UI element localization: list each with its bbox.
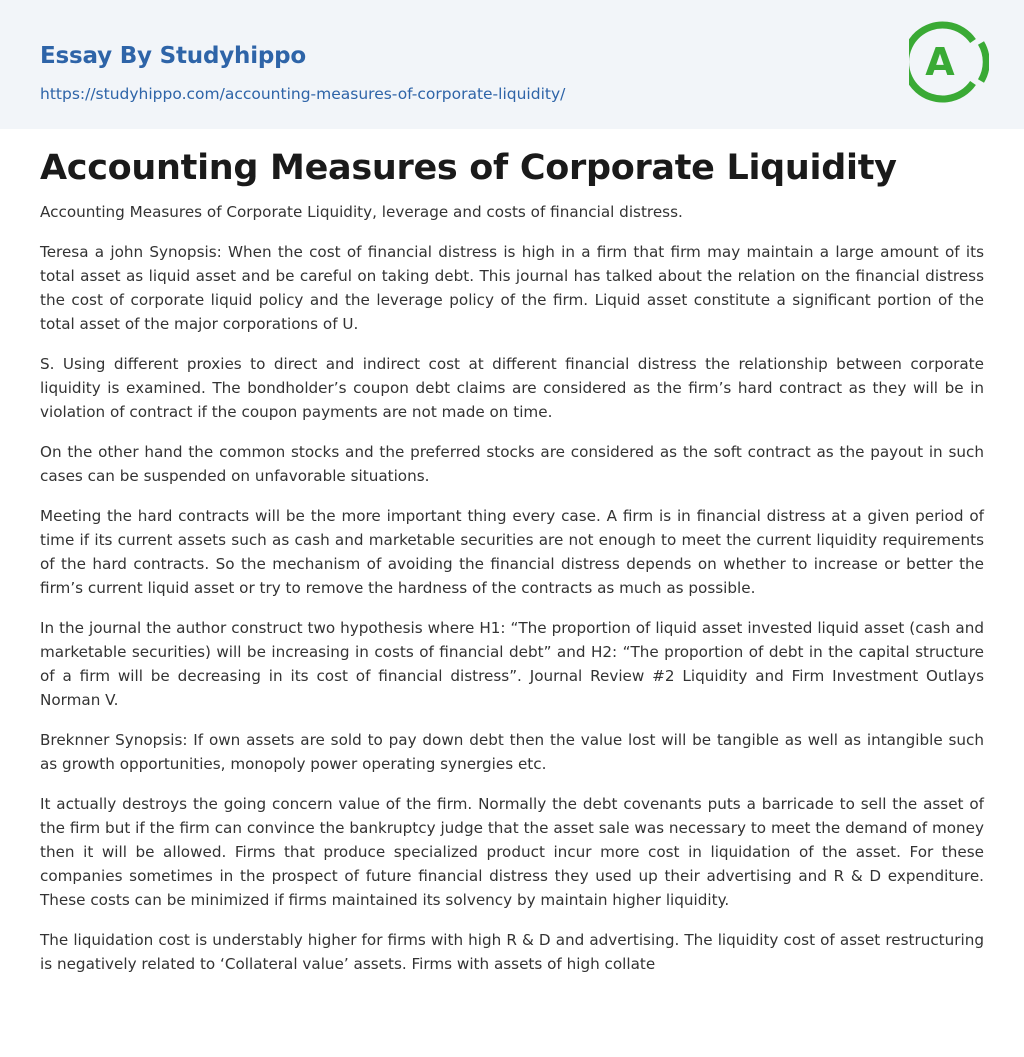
page-title: Accounting Measures of Corporate Liquidity bbox=[40, 148, 897, 188]
paragraph: S. Using different proxies to direct and indirect cost at different financial distress the relationship between corporate liquidity is examined. The bondholder’s coupon debt claims are considered as the firm’s hard contract as they will be in violation of contract if the coupon payments are not made on time. bbox=[40, 355, 984, 421]
paragraph: Breknner Synopsis: If own assets are sold to pay down debt then the value lost will be tangible as well as intangible such as growth opportunities, monopoly power operating synergies etc. bbox=[40, 731, 984, 773]
logo-letter: A bbox=[925, 40, 955, 84]
paragraph: Meeting the hard contracts will be the more important thing every case. A firm is in financial distress at a given period of time if its current assets such as cash and marketable securities are not enough to meet the current liquidity requirements of the hard contracts. So the mechanism of avoiding the financial distress depends on whether to increase or better the firm’s current liquid asset or try to remove the hardness of the contracts as much as possible. bbox=[40, 507, 984, 597]
paragraph: Accounting Measures of Corporate Liquidity, leverage and costs of financial distress. bbox=[40, 203, 683, 221]
paragraph: It actually destroys the going concern value of the firm. Normally the debt covenants puts a barricade to sell the asset of the firm but if the firm can convince the bankruptcy judge that the asset sale was necessary to meet the demand of money then it will be allowed. Firms that produce specialized product incur more cost in liquidation of the asset. For these companies sometimes in the prospect of future financial distress they used up their advertising and R & D expenditure. These costs can be minimized if firms maintained its solvency by maintain higher liquidity. bbox=[40, 795, 984, 909]
paragraph: The liquidation cost is understably higher for firms with high R & D and advertising. The liquidity cost of asset restructuring is negatively related to ‘Collateral value’ assets. Firms with assets of high collate bbox=[40, 931, 984, 973]
paragraph: In the journal the author construct two hypothesis where H1: “The proportion of liquid asset invested liquid asset (cash and marketable securities) will be increasing in costs of financial debt” and H2: “The proportion of debt in the capital structure of a firm will be decreasing in its cost of financial distress”. Journal Review #2 Liquidity and Firm Investment Outlays Norman V. bbox=[40, 619, 984, 709]
article-body bbox=[40, 200, 984, 992]
paragraph: Teresa a john Synopsis: When the cost of financial distress is high in a firm that firm may maintain a large amount of its total asset as liquid asset and be careful on taking debt. This journal has talked about the relation on the financial distress the cost of corporate liquid policy and the leverage policy of the firm. Liquid asset constitute a significant portion of the total asset of the major corporations of U. bbox=[40, 243, 984, 333]
essay-url-link[interactable]: https://studyhippo.com/accounting-measures-of-corporate-liquidity/ bbox=[40, 85, 566, 103]
paragraph: On the other hand the common stocks and the preferred stocks are considered as the soft contract as the payout in such cases can be suspended on unfavorable situations. bbox=[40, 443, 984, 485]
studyhippo-logo-icon[interactable] bbox=[909, 17, 989, 107]
brand-title[interactable]: Essay By Studyhippo bbox=[40, 43, 307, 69]
